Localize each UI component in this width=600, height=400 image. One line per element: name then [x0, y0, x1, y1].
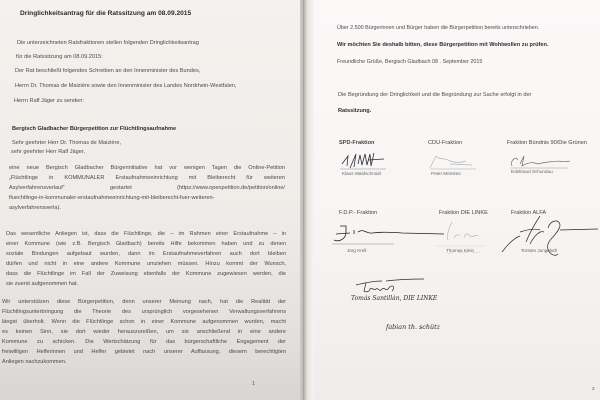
signatory-name: Thomas Klein: [446, 248, 475, 253]
text-line: Wir unterstützen diese Bürgerpetition, denn unserer Meinung nach, hat die Realität der: [2, 299, 286, 305]
intro-line: für die Ratssitzung am 08.09.2015:: [16, 54, 103, 60]
text-line: Asylverfahrensverlauf“ gestartet (https://www.openpetition.de/petition/online/: [9, 185, 285, 191]
text-line: freiwilligen Helferinnen und Helfer gebietet nach unserer Auffassung, diesem berechtigten: [2, 349, 286, 355]
signature-santillan: [352, 277, 442, 297]
signatory-name: Peter Mömkes: [431, 171, 461, 176]
text-line: Kommune zu schicken. Die Wertschätzung für das bürgerschaftliche Engagement der: [2, 339, 286, 345]
text-line: Anliegen nachzukommen.: [2, 359, 67, 365]
text-line: es keinen Sinn, sie dort wieder herauszureißen, um sie anschließend in eine andere: [2, 329, 286, 335]
text-line: soziale Bindungen aufgebaut wurden, dann im Erstaufnahmeverfahren auch dort bleiben: [6, 251, 286, 257]
signature-count-line: Über 2.500 Bürgerinnen und Bürger haben die Bürgerpetition bereits unterschrieben.: [337, 25, 540, 31]
text-line: asylverfahrensverla).: [9, 205, 61, 211]
handwritten-signature: fabian th. schütz: [386, 323, 441, 331]
text-line: einer Kommune (wie z.B. Bergisch Gladbach) bereits Hilfe bekommen haben und zu denen: [6, 241, 286, 247]
page-gutter: [300, 0, 314, 400]
faction-label: SPD-Fraktion: [339, 140, 375, 146]
signature-krell: [324, 222, 448, 252]
text-line: Flüchtlingsunterbringung die Theorie des ursprünglich vorgesehenen Verwaltungsverfahrens: [2, 309, 286, 315]
intro-line: Herrn Dr. Thomas de Maizière sowie den Innenminister des Landes Nordrhein-Westfalen,: [15, 83, 237, 89]
closing-line: Freundliche Grüße, Bergisch Gladbach 08 . September 2015: [337, 59, 483, 65]
request-line: Wir möchten Sie deshalb bitten, diese Bürgerpetition mit Wohlwollen zu prüfen.: [337, 42, 549, 48]
signatory-name: Klaus Waldschmidt: [342, 171, 381, 176]
salutation-line: sehr geehrter Herr Ralf Jäger,: [11, 149, 85, 155]
salutation-line: Sehr geehrter Herr Dr. Thomas de Maizière,: [12, 140, 122, 146]
text-line: „Flüchtlinge in KOMMUNALER Erstaufnahmeeinrichtung mit Bleiberecht für weiteren: [9, 175, 285, 181]
justification-line: Die Begründung der Dringlichkeit und die Begründung zur Sache erfolgt in der: [338, 92, 532, 98]
page-number: 1: [252, 381, 256, 387]
intro-line: Herrn Ralf Jäger zu senden:: [14, 98, 84, 104]
text-line: dürfen und nicht in eine andere Kommune umziehen müssen. Hinzu kommt der Wunsch,: [6, 261, 286, 267]
faction-label: F.D.P.- Fraktion: [339, 210, 378, 216]
signatory-name: Edeltraud Schundau: [511, 169, 553, 174]
paragraph-concern: [6, 229, 286, 289]
faction-label: Fraktion DIE LINKE: [439, 210, 488, 216]
intro-line: Die unterzeichneten Ratsfraktionen stellen folgenden Dringlichkeitsantrag: [17, 40, 199, 46]
signatory-name: Torsten Jungbluth: [521, 248, 558, 253]
paragraph-support: [2, 297, 286, 367]
handwritten-name-line: Tomás Santillán, DIE LINKE: [351, 295, 438, 302]
text-line: Das wesentliche Anliegen ist, dass die Flüchtlinge, die – im Rahmen einer Erstaufnahme – in: [6, 231, 286, 237]
paragraph-petition: [9, 163, 285, 213]
justification-line: Ratssitzung.: [338, 108, 372, 114]
page-number: 2: [592, 386, 595, 391]
text-line: dass die Flüchtlinge im Fall der Zuweisung ebenfalls der Kommune zugewiesen werden, die: [6, 271, 286, 277]
text-line: sie zuerst aufgenommen hat.: [6, 281, 79, 287]
signature-jungbluth: [500, 208, 600, 268]
text-line: fluechtlinge-in-kommunaler-erstaufnahmeeinrichtung-mit-bleiberecht-fuer-weiteren-: [9, 195, 215, 201]
document-page-2: [314, 0, 600, 400]
text-line: eine neue Bergisch Gladbacher Bürgerinitiative hat vor wenigen Tagen die Online-Petition: [9, 165, 285, 171]
subject-line: Bergisch Gladbacher Bürgerpetition zur Flüchtlingsaufnahme: [12, 126, 177, 132]
faction-label: Fraktion Bündnis 90/Die Grünen: [507, 140, 587, 146]
text-line: längst überholt. Wenn die Flüchtlinge schon in einer Kommune aufgenommen wurden, macht: [2, 319, 286, 325]
intro-line: Der Rat beschließt folgendes Schreiben an den Innenminister des Bundes,: [15, 68, 201, 74]
faction-label: CDU-Fraktion: [428, 140, 463, 146]
document-title: Dringlichkeitsantrag für die Ratssitzung am 08.09.2015: [20, 10, 192, 17]
signatory-name: Jörg Krell: [347, 248, 367, 253]
faction-label: Fraktion ALFA: [511, 210, 547, 216]
